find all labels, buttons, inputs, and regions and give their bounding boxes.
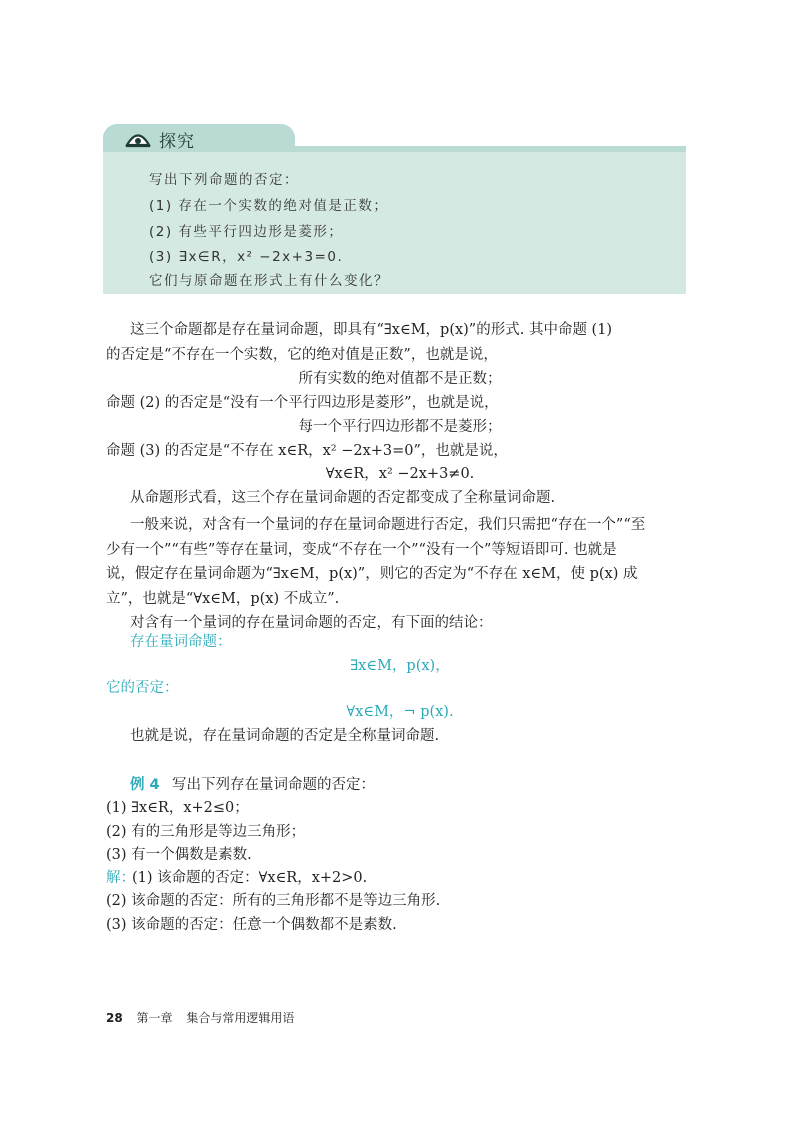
conclusion-formula-2: ∀x∈M，¬ p(x).: [346, 704, 454, 720]
example-question-2: (2) 有的三角形是等边三角形；: [106, 824, 306, 840]
solution-answer-3: (3) 该命题的否定：任意一个偶数都不是素数.: [106, 917, 397, 933]
conclusion-label-1: 存在量词命题：: [130, 634, 232, 650]
para-5-line-3: 说，假定存在量词命题为“∃x∈M，p(x)”，则它的否定为“不存在 x∈M，使 p(x) 成: [106, 566, 638, 582]
para-1-line-2: 的否定是“不存在一个实数，它的绝对值是正数”，也就是说，: [106, 347, 498, 363]
solution-answer-2: (2) 该命题的否定：所有的三角形都不是等边三角形.: [106, 893, 441, 909]
para-3: 命题 (3) 的否定是“不存在 x∈R，x² −2x+3=0”，也就是说，: [106, 443, 508, 459]
example-label: 例 4: [130, 777, 160, 793]
example-question-1: (1) ∃x∈R，x+2≤0；: [106, 800, 249, 816]
explore-line-3: (2) 有些平行四边形是菱形；: [149, 224, 344, 240]
conclusion-formula-1: ∃x∈M，p(x)，: [350, 658, 450, 674]
para-5-line-1: 一般来说，对含有一个量词的存在量词命题进行否定，我们只需把“存在一个”“至: [130, 517, 646, 533]
solution-answer-1: (1) 该命题的否定：∀x∈R，x+2>0.: [132, 870, 368, 886]
explore-box: [103, 124, 686, 294]
formula-1: 所有实数的绝对值都不是正数；: [298, 371, 502, 387]
example-question-3: (3) 有一个偶数是素数.: [106, 847, 252, 863]
explore-icon: [125, 130, 151, 148]
conclusion-label-2: 它的否定：: [106, 680, 179, 696]
chapter-number: 第一章: [136, 1011, 173, 1025]
solution-label: 解：: [106, 870, 135, 886]
para-6: 对含有一个量词的存在量词命题的否定，有下面的结论：: [130, 615, 493, 631]
explore-line-2: (1) 存在一个实数的绝对值是正数；: [149, 198, 389, 214]
explore-line-4: (3) ∃x∈R，x² −2x+3=0.: [149, 249, 344, 265]
explore-title: 探究: [159, 132, 195, 152]
explore-line-1: 写出下列命题的否定：: [149, 172, 299, 188]
page-footer: [106, 1009, 294, 1026]
para-5-line-2: 少有一个”“有些”等存在量词，变成“不存在一个”“没有一个”等短语即可. 也就是: [106, 542, 617, 558]
para-2: 命题 (2) 的否定是“没有一个平行四边形是菱形”，也就是说，: [106, 395, 499, 411]
para-5-line-4: 立”，也就是“∀x∈M，p(x) 不成立”.: [106, 591, 340, 607]
page-number: 28: [106, 1011, 123, 1025]
chapter-title: 集合与常用逻辑用语: [186, 1011, 295, 1025]
explore-line-5: 它们与原命题在形式上有什么变化？: [149, 273, 389, 289]
example-prompt: 写出下列存在量词命题的否定：: [172, 777, 375, 793]
para-1-line-1: 这三个命题都是存在量词命题，即具有“∃x∈M，p(x)”的形式. 其中命题 (1): [130, 322, 613, 338]
para-4: 从命题形式看，这三个存在量词命题的否定都变成了全称量词命题.: [130, 490, 556, 506]
formula-2: 每一个平行四边形都不是菱形；: [298, 419, 502, 435]
formula-3: ∀x∈R，x² −2x+3≠0.: [325, 466, 475, 482]
conclusion-summary: 也就是说，存在量词命题的否定是全称量词命题.: [130, 728, 440, 744]
